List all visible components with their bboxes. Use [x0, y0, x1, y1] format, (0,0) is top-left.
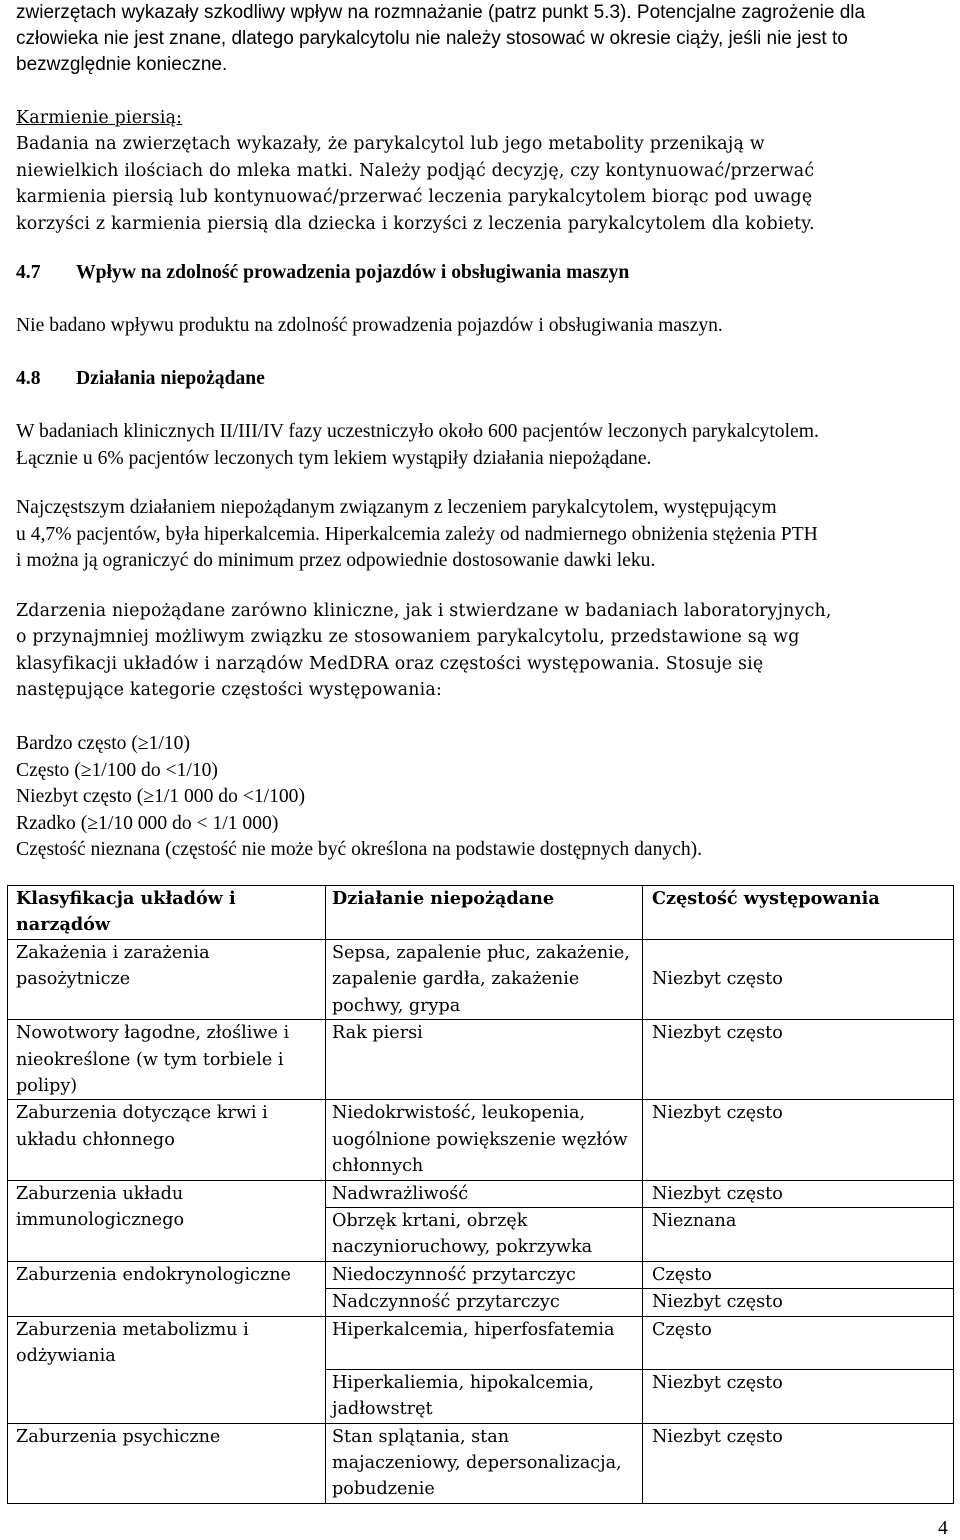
frequency-cell: Niezbyt często	[643, 939, 954, 1019]
soc-cell: Zaburzenia endokrynologiczne	[8, 1261, 326, 1316]
effect-cell: Rak piersi	[326, 1020, 643, 1100]
effect-cell: Niedokrwistość, leukopenia, uogólnione powiększenie węzłów chłonnych	[326, 1100, 643, 1180]
soc-cell: Nowotwory łagodne, złośliwe i nieokreślone (w tym torbiele i polipy)	[8, 1020, 326, 1100]
section-heading-4-8	[16, 366, 265, 392]
frequency-cell: Często	[643, 1261, 954, 1288]
section-title: Wpływ na zdolność prowadzenia pojazdów i obsługiwania maszyn	[76, 262, 630, 283]
text-line: Najczęstszym działaniem niepożądanym związanym z leczeniem parykalcytolem, występującym	[16, 497, 777, 518]
text-line: karmienia piersią lub kontynuować/przerwać leczenia parykalcytolem biorąc pod uwagę	[16, 187, 813, 208]
frequency-cell: Niezbyt często	[643, 1180, 954, 1207]
table-row	[8, 1180, 954, 1207]
text-line: klasyfikacji układów i narządów MedDRA oraz częstości występowania. Stosuje się	[16, 653, 764, 674]
table-row	[8, 1423, 954, 1503]
table-row	[8, 1316, 954, 1369]
text-line: korzyści z karmienia piersią dla dziecka i korzyści z leczenia parykalcytolem dla kobiety.	[16, 213, 815, 234]
adverse-intro-paragraph	[16, 419, 946, 472]
effect-cell: Nadwrażliwość	[326, 1180, 643, 1207]
frequency-category: Rzadko (≥1/10 000 do < 1/1 000)	[16, 812, 279, 834]
section-heading-4-7	[16, 260, 629, 286]
frequency-cell: Niezbyt często	[643, 1100, 954, 1180]
table-row	[8, 939, 954, 1019]
table-header-row	[8, 886, 954, 940]
frequency-category: Bardzo często (≥1/10)	[16, 733, 190, 754]
effect-cell: Niedoczynność przytarczyc	[326, 1261, 643, 1288]
frequency-cell: Niezbyt często	[643, 1423, 954, 1503]
text-line: o przynajmniej możliwym związku ze stosowaniem parykalcytolu, przedstawione są wg	[16, 627, 800, 648]
text-line: niewielkich ilościach do mleka matki. Należy podjąć decyzję, czy kontynuować/przerwać	[16, 160, 815, 181]
section-title: Działania niepożądane	[76, 368, 265, 389]
frequency-categories-list	[16, 731, 946, 864]
frequency-cell: Często	[643, 1316, 954, 1369]
pregnancy-paragraph	[16, 0, 946, 78]
text-line: i można ją ograniczyć do minimum przez odpowiednie dostosowanie dawki leku.	[16, 550, 656, 572]
text-line: Łącznie u 6% pacjentów leczonych tym lekiem wystąpiły działania niepożądane.	[16, 447, 652, 469]
header-frequency: Częstość występowania	[652, 888, 880, 909]
text-line: zwierzętach wykazały szkodliwy wpływ na rozmnażanie (patrz punkt 5.3). Potencjalne zagrożenie dla	[16, 2, 866, 23]
text-line: człowieka nie jest znane, dlatego parykalcytolu nie należy stosować w okresie ciąży, jeśli nie jest to	[16, 28, 848, 49]
effect-cell: Hiperkalcemia, hiperfosfatemia	[326, 1316, 643, 1369]
section-number: 4.7	[16, 262, 41, 283]
soc-cell: Zaburzenia metabolizmu i odżywiania	[8, 1316, 326, 1423]
frequency-category: Często (≥1/100 do <1/10)	[16, 759, 218, 781]
section-number: 4.8	[16, 368, 41, 389]
header-soc: Klasyfikacja układów i narządów	[16, 888, 236, 936]
header-cell	[326, 886, 643, 940]
text-line: Badania na zwierzętach wykazały, że parykalcytol lub jego metabolity przenikają w	[16, 134, 765, 155]
frequency-category: Częstość nieznana (częstość nie może być określona na podstawie dostępnych danych).	[16, 839, 703, 861]
table-row	[8, 1020, 954, 1100]
breastfeeding-section	[16, 105, 946, 237]
frequency-cell: Nieznana	[643, 1208, 954, 1262]
effect-cell: Hiperkaliemia, hipokalcemia, jadłowstręt	[326, 1369, 643, 1423]
frequency-cell: Niezbyt często	[643, 1289, 954, 1316]
frequency-category: Niezbyt często (≥1/1 000 do <1/100)	[16, 786, 305, 808]
text-line: u 4,7% pacjentów, była hiperkalcemia. Hiperkalcemia zależy od nadmiernego obniżenia stężenia PTH	[16, 523, 818, 545]
hypercalcemia-paragraph	[16, 495, 946, 575]
effect-cell: Nadczynność przytarczyc	[326, 1289, 643, 1316]
soc-cell: Zakażenia i zarażenia pasożytnicze	[8, 939, 326, 1019]
soc-cell: Zaburzenia układu immunologicznego	[8, 1180, 326, 1261]
text-line: W badaniach klinicznych II/III/IV fazy uczestniczyło około 600 pacjentów leczonych parykalcytolem.	[16, 421, 819, 442]
adverse-reactions-table	[7, 885, 954, 1504]
effect-cell: Obrzęk krtani, obrzęk naczynioruchowy, pokrzywka	[326, 1208, 643, 1262]
text-line: następujące kategorie częstości występowania:	[16, 680, 443, 701]
effect-cell: Stan splątania, stan majaczeniowy, depersonalizacja, pobudzenie	[326, 1423, 643, 1503]
header-effect: Działanie niepożądane	[332, 888, 555, 909]
soc-cell: Zaburzenia psychiczne	[8, 1423, 326, 1503]
soc-cell: Zaburzenia dotyczące krwi i układu chłonnego	[8, 1100, 326, 1180]
frequency-cell: Niezbyt często	[643, 1369, 954, 1423]
classification-paragraph	[16, 598, 946, 704]
table-row	[8, 1261, 954, 1288]
table-row	[8, 1100, 954, 1180]
text-line: Zdarzenia niepożądane zarówno kliniczne, jak i stwierdzane w badaniach laboratoryjnych,	[16, 601, 832, 621]
section-4-7-text: Nie badano wpływu produktu na zdolność prowadzenia pojazdów i obsługiwania maszyn.	[16, 315, 723, 336]
frequency-cell: Niezbyt często	[643, 1020, 954, 1100]
breastfeeding-heading: Karmienie piersią:	[16, 108, 183, 128]
effect-cell: Sepsa, zapalenie płuc, zakażenie, zapalenie gardła, zakażenie pochwy, grypa	[326, 939, 643, 1019]
page-number: 4	[938, 1518, 948, 1539]
header-cell	[8, 886, 326, 940]
text-line: bezwzględnie konieczne.	[16, 54, 228, 75]
header-cell	[643, 886, 954, 940]
